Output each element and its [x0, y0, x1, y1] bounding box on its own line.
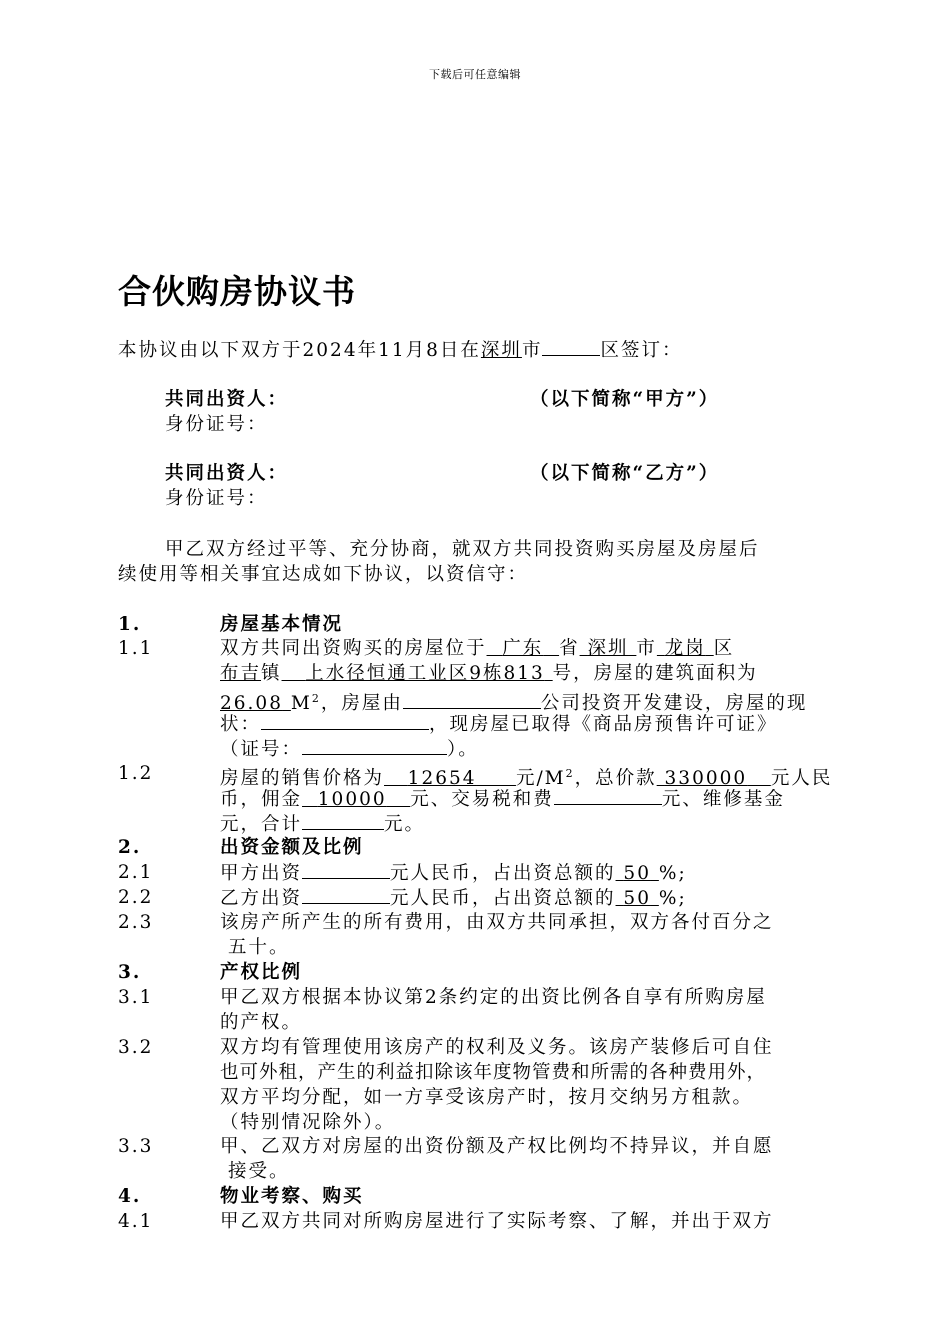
section-4-heading: 物业考察、购买 [220, 1186, 364, 1207]
clause-3-2-line-4: （特别情况除外）。 [220, 1112, 396, 1133]
clause-text: 元。 [384, 814, 426, 835]
district-value [657, 638, 714, 659]
district-text: 龙岗 [664, 638, 706, 659]
clause-3-1-line-1: 甲乙双方根据本协议第2条约定的出资比例各自享有所购房屋 [220, 987, 767, 1008]
party-b-label: 共同出资人： [165, 463, 289, 484]
town-value: 布吉 [220, 663, 262, 684]
clause-3-2-line-3: 双方平均分配，如一方享受该房产时，按月交纳另方租款。 [220, 1087, 754, 1108]
intro-line [118, 337, 682, 363]
clause-text: %; [658, 863, 687, 884]
clause-text: ）。 [447, 739, 479, 760]
clause-1-1-line-5 [220, 736, 479, 762]
province-text: 广东 [502, 638, 544, 659]
percent-text: 50 [623, 863, 651, 884]
clause-1-1-line-2 [220, 661, 758, 686]
clause-1-2-line-1: 房屋的销售价格为 12654 元$/M^2$，总价款 330000 元人民 [220, 767, 833, 790]
address-text: 上水径恒通工业区9栋813 [305, 663, 545, 684]
clause-text: %; [658, 888, 687, 909]
intro-city-suffix: 市 [521, 340, 543, 361]
clause-3-1-line-2: 的产权。 [220, 1012, 303, 1033]
party-b-id-label: 身份证号： [165, 488, 268, 509]
clause-text: 元，合计 [220, 814, 303, 835]
section-2-number: 2. [118, 837, 142, 858]
province-value [487, 638, 560, 659]
intro-city: 深圳 [480, 340, 522, 361]
clause-text: 元人民币，占出资总额的 [390, 863, 616, 884]
party-a-amount-blank [302, 860, 390, 879]
clause-text: （证号： [220, 739, 303, 760]
clause-text: 状： [220, 714, 262, 735]
clause-3-2-line-2: 也可外租，产生的利益扣除该年度物管费和所需的各种费用外， [220, 1062, 767, 1083]
section-4-number: 4. [118, 1186, 142, 1207]
commission-text: 10000 [317, 789, 387, 810]
clause-text: 元人民 [770, 768, 833, 790]
section-1-number: 1. [118, 614, 142, 635]
clause-2-3-number: 2.3 [118, 912, 154, 933]
sum-blank [302, 811, 384, 830]
total-text: 330000 [664, 768, 748, 790]
clause-4-1-number: 4.1 [118, 1211, 154, 1232]
party-b-percent [616, 888, 659, 909]
clause-1-1-line-1 [220, 636, 734, 661]
party-a-percent [616, 863, 659, 884]
area-unit: M [290, 693, 312, 715]
preamble-line-1: 甲乙双方经过平等、充分协商，就双方共同投资购买房屋及房屋后 [165, 539, 760, 560]
clause-text: 双方共同出资购买的房屋位于 [220, 638, 487, 659]
intro-prefix: 本协议由以下双方于 [118, 340, 303, 361]
clause-1-2-number: 1.2 [118, 763, 154, 784]
clause-text: 号，房屋的建筑面积为 [552, 663, 758, 684]
developer-blank [403, 690, 541, 709]
clause-3-2-line-1: 双方均有管理使用该房产的权利及义务。该房产装修后可自住 [220, 1037, 774, 1058]
clause-text: 币，佣金 [220, 789, 303, 810]
clause-text: 房屋的销售价格为 [220, 768, 385, 790]
intro-date: 2024年11月8日在 [302, 340, 481, 361]
clause-2-2-line [220, 885, 687, 911]
percent-text: 50 [623, 888, 651, 909]
clause-text: ，房屋由 [320, 693, 403, 715]
party-b-alias: （以下简称“乙方”） [530, 463, 720, 484]
section-3-heading: 产权比例 [220, 962, 303, 983]
city-text: 深圳 [587, 638, 629, 659]
preamble-line-2: 续使用等相关事宜达成如下协议，以资信守： [118, 564, 529, 585]
party-a-label: 共同出资人： [165, 389, 289, 410]
party-a-alias: （以下简称“甲方”） [530, 389, 720, 410]
clause-3-3-line-2: 接受。 [228, 1161, 290, 1182]
address-value [282, 663, 553, 684]
page-header: 下载后可任意编辑 [429, 68, 521, 81]
clause-1-2-line-2 [220, 786, 785, 812]
clause-2-1-number: 2.1 [118, 862, 154, 883]
section-2-heading: 出资金额及比例 [220, 837, 364, 858]
permit-blank [302, 736, 447, 755]
party-b-amount-blank [302, 885, 390, 904]
city-value [580, 638, 637, 659]
clause-text: ，现房屋已取得《商品房预售许可证》 [429, 714, 778, 735]
clause-2-1-line [220, 860, 687, 886]
area-text: 26.08 [220, 693, 283, 715]
clause-text: 甲方出资 [220, 863, 303, 884]
party-a-id-label: 身份证号： [165, 414, 268, 435]
tax-blank [554, 786, 662, 805]
commission-value [302, 789, 410, 810]
section-1-heading: 房屋基本情况 [220, 614, 344, 635]
status-blank [261, 711, 429, 730]
clause-2-3-line-2: 五十。 [228, 937, 290, 958]
clause-text: 镇 [261, 663, 282, 684]
clause-3-1-number: 3.1 [118, 987, 154, 1008]
intro-district-suffix: 区签订： [600, 340, 683, 361]
clause-text: 省 [559, 638, 580, 659]
clause-text: 元、交易税和费 [410, 789, 554, 810]
clause-text: 元/M [515, 768, 566, 790]
clause-text: ，总价款 [574, 768, 657, 790]
district-blank [542, 337, 600, 356]
clause-1-1-number: 1.1 [118, 638, 154, 659]
clause-text: 公司投资开发建设，房屋的现 [540, 693, 808, 715]
clause-text: 乙方出资 [220, 888, 303, 909]
clause-4-1-line-1: 甲乙双方共同对所购房屋进行了实际考察、了解，并出于双方 [220, 1211, 774, 1232]
clause-3-2-number: 3.2 [118, 1037, 154, 1058]
clause-text: 元人民币，占出资总额的 [390, 888, 616, 909]
clause-1-2-line-3 [220, 811, 425, 837]
clause-3-3-number: 3.3 [118, 1136, 154, 1157]
price-text: 12654 [407, 768, 477, 790]
clause-3-3-line-1: 甲、乙双方对房屋的出资份额及产权比例均不持异议，并自愿 [220, 1136, 774, 1157]
section-3-number: 3. [118, 962, 142, 983]
clause-text: 元、维修基金 [661, 789, 785, 810]
clause-2-3-line-1: 该房产所产生的所有费用，由双方共同承担，双方各付百分之 [220, 912, 774, 933]
clause-text: 区 [713, 638, 735, 659]
clause-1-1-line-4 [220, 711, 778, 737]
clause-2-2-number: 2.2 [118, 887, 154, 908]
page-title: 合伙购房协议书 [118, 272, 356, 311]
clause-1-1-line-3: 26.08 $M^2$，房屋由 公司投资开发建设，房屋的现 [220, 692, 808, 715]
clause-text: 市 [636, 638, 657, 659]
